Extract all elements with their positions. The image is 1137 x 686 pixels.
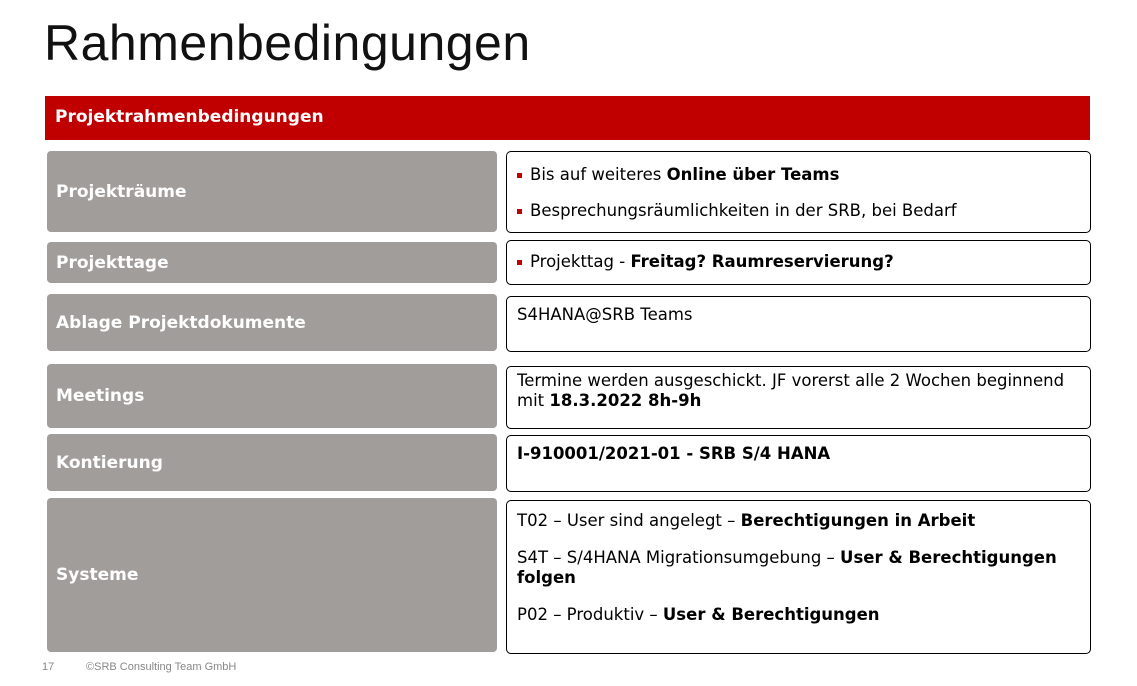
row-content-projekttage [506, 240, 1091, 285]
row-content-meetings [506, 366, 1091, 429]
bullet-square-icon [517, 173, 522, 178]
row-bold-text: I-910001/2021-01 - SRB S/4 HANA [517, 444, 831, 463]
section-header: Projektrahmenbedingungen [45, 96, 1090, 140]
bullet-text: Projekttag - [530, 252, 631, 271]
row-text: Termine werden ausgeschickt. JF vorerst alle 2 Wochen beginnend mit [517, 371, 1065, 410]
page-title: Rahmenbedingungen [44, 15, 531, 71]
bullet-square-icon [517, 209, 522, 214]
system-item [517, 511, 1080, 531]
row-content-systeme [506, 500, 1091, 654]
row-text: S4HANA@SRB Teams [517, 305, 693, 324]
system-bold-text: Berechtigungen in Arbeit [740, 511, 976, 530]
row-content-ablage [506, 296, 1091, 352]
bullet-item [517, 165, 1080, 185]
row-label-meetings: Meetings [47, 364, 497, 428]
row-content-projektraeume [506, 151, 1091, 233]
system-bold-text: User & Berechtigungen [662, 605, 880, 624]
row-label-systeme: Systeme [47, 498, 497, 652]
system-text: S4T – S/4HANA Migrationsumgebung – [517, 548, 841, 567]
bullet-text: Besprechungsräumlichkeiten in der SRB, bei Bedarf [530, 201, 957, 220]
bullet-bold-text: Freitag? Raumreservierung? [630, 252, 894, 271]
bullet-item [517, 201, 1080, 221]
bullet-square-icon [517, 260, 522, 265]
bullet-bold-text: Online über Teams [666, 165, 840, 184]
row-bold-text: 18.3.2022 8h-9h [549, 391, 702, 410]
bullet-text: Bis auf weiteres [530, 165, 667, 184]
system-item [517, 605, 1080, 625]
row-content-kontierung [506, 435, 1091, 492]
copyright-notice: ©SRB Consulting Team GmbH [86, 661, 237, 673]
row-label-projektraeume: Projekträume [47, 151, 497, 232]
row-label-kontierung: Kontierung [47, 434, 497, 491]
system-text: T02 – User sind angelegt – [517, 511, 741, 530]
system-text: P02 – Produktiv – [517, 605, 663, 624]
row-label-ablage: Ablage Projektdokumente [47, 294, 497, 351]
page-number: 17 [42, 661, 55, 673]
system-bold-text: User & Berechtigungen folgen [517, 548, 1057, 587]
system-item [517, 548, 1080, 588]
row-label-projekttage: Projekttage [47, 242, 497, 283]
bullet-item [517, 252, 1080, 272]
